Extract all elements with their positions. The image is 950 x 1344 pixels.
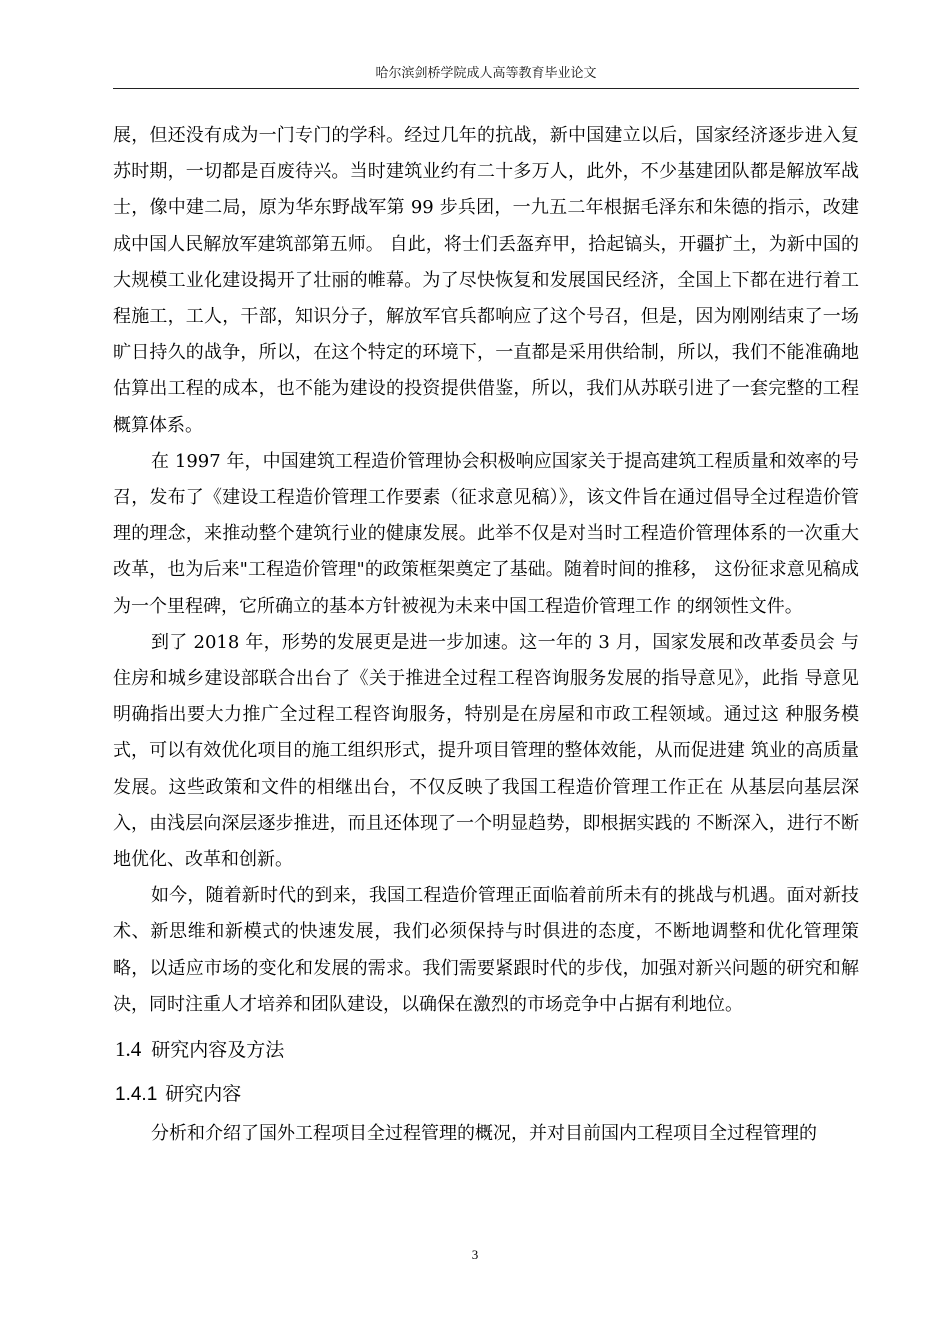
- section-number: 1.4: [115, 1037, 142, 1062]
- paragraph-research-content: 分析和介绍了国外工程项目全过程管理的概况，并对目前国内工程项目全过程管理的: [151, 1123, 817, 1145]
- subsection-heading: [115, 1076, 859, 1116]
- header-divider: [113, 88, 859, 89]
- subsection-title: 研究内容: [165, 1083, 242, 1106]
- section-heading: [115, 1031, 859, 1071]
- subsection-number: 1.4.1: [115, 1084, 158, 1106]
- section-title: 研究内容及方法: [151, 1039, 285, 1062]
- paragraph-new-era: 如今，随着新时代的到来，我国工程造价管理正面临着前所未有的挑战与机遇。面对新技术、新思维和新模式的快速发展，我们必须保持与时俱进的态度，不断地调整和优化管理策略，以适应市场的变化和发展的需求。我们需要紧跟时代的步伐，加强对新兴问题的研究和解决，同时注重人才培养和团队建设，以确保在激烈的市场竞争中占据有利地位。: [113, 885, 859, 1015]
- paragraph-1997: 在 1997 年，中国建筑工程造价管理协会积极响应国家关于提高建筑工程质量和效率的号召，发布了《建设工程造价管理工作要素（征求意见稿）》，该文件旨在通过倡导全过程造价管理的理念，来推动整个建筑行业的健康发展。此举不仅是对当时工程造价管理体系的一次重大改革，也为后来"工程造价管理"的政策框架奠定了基础。随着时间的推移， 这份征求意见稿成为一个里程碑，它所确立的基本方针被视为未来中国工程造价管理工作 的纲领性文件。: [113, 450, 859, 617]
- paragraph-2018: 到了 2018 年，形势的发展更是进一步加速。这一年的 3 月，国家发展和改革委员会 与住房和城乡建设部联合出台了《关于推进全过程工程咨询服务发展的指导意见》，此指 导意见明确指出要大力推广全过程工程咨询服务，特别是在房屋和市政工程领域。通过这 种服务模式，可以有效优化项目的施工组织形式，提升项目管理的整体效能，从而促进建 筑业的高质量发展。这些政策和文件的相继出台，不仅反映了我国工程造价管理工作正在 从基层向基层深入，由浅层向深层逐步推进，而且还体现了一个明显趋势，即根据实践的 不断深入，进行不断地优化、改革和创新。: [113, 631, 859, 871]
- paragraph-continuation: 展，但还没有成为一门专门的学科。经过几年的抗战，新中国建立以后，国家经济逐步进入复苏时期，一切都是百废待兴。当时建筑业约有二十多万人，此外，不少基建团队都是解放军战士，像中建二局，原为华东野战军第 99 步兵团，一九五二年根据毛泽东和朱德的指示，改建成中国人民解放军建筑部第五师。 自此，将士们丢盔弃甲，拾起镐头，开疆扩土，为新中国的大规模工业化建设揭开了壮丽的帷幕。为了尽快恢复和发展国民经济，全国上下都在进行着工程施工，工人，干部，知识分子，解放军官兵都响应了这个号召，但是，因为刚刚结束了一场旷日持久的战争，所以，在这个特定的环境下，一直都是采用供给制，所以，我们不能准确地估算出工程的成本，也不能为建设的投资提供借鉴，所以，我们从苏联引进了一套完整的工程概算体系。: [113, 125, 859, 436]
- page-header: 哈尔滨剑桥学院成人高等教育毕业论文: [375, 66, 597, 81]
- document-body: [113, 118, 859, 1152]
- page-number: 3: [471, 1247, 479, 1262]
